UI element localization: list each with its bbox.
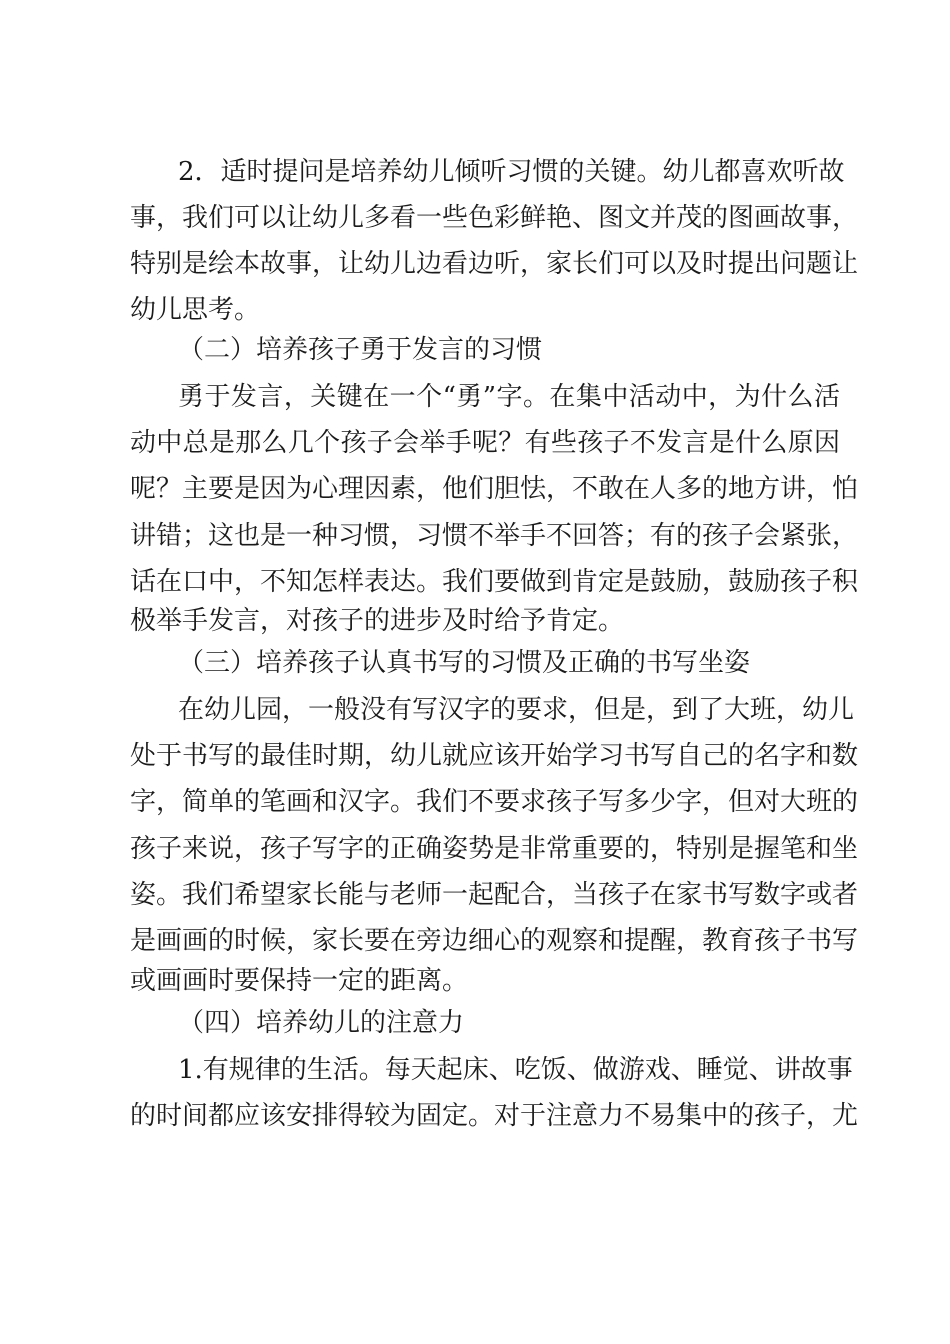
paragraph-line: 或画画时要保持一定的距离。 <box>130 966 469 996</box>
paragraph-line: 姿。我们希望家长能与老师一起配合，当孩子在家书写数字或者 <box>130 880 859 910</box>
paragraph-line: 幼儿思考。 <box>130 295 261 325</box>
paragraph-line: 处于书写的最佳时期，幼儿就应该开始学习书写自己的名字和数 <box>130 741 859 771</box>
paragraph-line: 事，我们可以让幼儿多看一些色彩鲜艳、图文并茂的图画故事， <box>130 203 859 233</box>
paragraph-line: 在幼儿园，一般没有写汉字的要求，但是，到了大班，幼儿 <box>178 695 855 725</box>
paragraph-line: 话在口中，不知怎样表达。我们要做到肯定是鼓励，鼓励孩子积 <box>130 567 859 597</box>
section-heading: （四）培养幼儿的注意力 <box>178 1008 465 1038</box>
paragraph-line: 1.有规律的生活。每天起床、吃饭、做游戏、睡觉、讲故事 <box>178 1055 853 1085</box>
paragraph-line: 孩子来说，孩子写字的正确姿势是非常重要的，特别是握笔和坐 <box>130 834 859 864</box>
paragraph-line: 特别是绘本故事，让幼儿边看边听，家长们可以及时提出问题让 <box>130 249 859 279</box>
paragraph-line: 2．适时提问是培养幼儿倾听习惯的关键。幼儿都喜欢听故 <box>178 157 845 187</box>
paragraph-line: 动中总是那么几个孩子会举手呢？有些孩子不发言是什么原因 <box>130 428 840 458</box>
section-heading: （三）培养孩子认真书写的习惯及正确的书写坐姿 <box>178 648 751 678</box>
paragraph-line: 是画画的时候，家长要在旁边细心的观察和提醒，教育孩子书写 <box>130 926 859 956</box>
section-heading: （二）培养孩子勇于发言的习惯 <box>178 335 543 365</box>
paragraph-line: 勇于发言，关键在一个“勇”字。在集中活动中，为什么活 <box>178 382 840 412</box>
paragraph-line: 讲错；这也是一种习惯，习惯不举手不回答；有的孩子会紧张， <box>130 521 859 551</box>
paragraph-line: 极举手发言，对孩子的进步及时给予肯定。 <box>130 606 625 636</box>
paragraph-line: 呢？主要是因为心理因素，他们胆怯，不敢在人多的地方讲，怕 <box>130 474 859 504</box>
paragraph-line: 的时间都应该安排得较为固定。对于注意力不易集中的孩子，尤 <box>130 1101 859 1131</box>
paragraph-line: 字，简单的笔画和汉字。我们不要求孩子写多少字，但对大班的 <box>130 787 859 817</box>
